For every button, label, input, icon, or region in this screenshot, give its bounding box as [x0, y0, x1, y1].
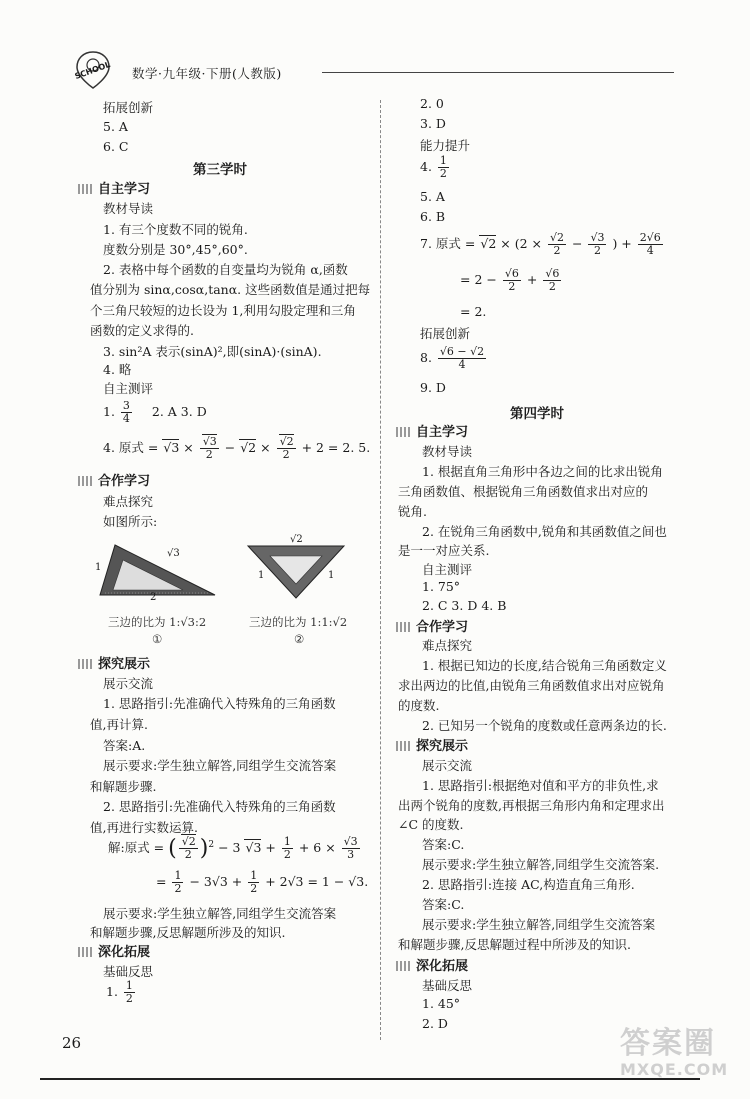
text-line: 值分别为 sinα,cosα,tanα. 这些函数值是通过把每 [90, 282, 371, 297]
section-label: 探究展示 [98, 657, 151, 672]
text-line: 1. 根据直角三角形中各边之间的比求出锐角 [422, 464, 663, 479]
figure-number: ① [152, 632, 163, 646]
answer-line: 4. $\frac{1}{2}$ [420, 154, 447, 180]
text-line: 和解题步骤,反思解题过程中所涉及的知识. [398, 937, 631, 952]
text-line: 2. 表格中每个函数的自变量均为锐角 α,函数 [103, 262, 348, 277]
answer-line: 1. 45° [422, 996, 461, 1011]
fig2-label-top: √2 [290, 534, 303, 545]
text-line: 和解题步骤,反思解题所涉及的知识. [90, 925, 286, 940]
answer-line: 1. $\frac{3}{4}$ 2. A 3. D [103, 399, 207, 425]
section-icon [78, 476, 92, 486]
figure-number: ② [294, 632, 305, 646]
text-line: 2. 思路指引:先准确代入特殊角的三角函数 [103, 799, 336, 814]
column-divider [380, 100, 382, 1040]
section-header [396, 616, 468, 635]
text-line: 个三角尺较短的边长设为 1,利用勾股定理和三角 [90, 303, 356, 318]
fig1-label-bottom: 2 [150, 592, 157, 603]
text-line: 出两个锐角的度数,再根据三角形内角和定理求出 [398, 798, 665, 813]
fig2-label-right: 1 [328, 570, 335, 581]
lesson-title: 第三学时 [193, 162, 247, 178]
section-icon [396, 961, 410, 971]
text-line: 1. 根据已知边的长度,结合锐角三角函数定义 [422, 658, 667, 673]
math-line: 7. 原式 = √ 2 × (2 × $\frac{√2}{2}$ − $\frac{√3}{2}$ ) + $\frac{2√6}{4}$ [420, 232, 665, 257]
text-line: 答案:A. [103, 738, 146, 753]
text-line: 三角函数值、根据锐角三角函数值求出对应的 [398, 484, 649, 499]
section-icon [396, 427, 410, 437]
text-line: 展示要求:学生独立解答,同组学生交流答案 [103, 758, 337, 773]
fig2-label-left: 1 [258, 570, 265, 581]
section-icon [78, 947, 92, 957]
watermark-line2: MXQE.COM [620, 1060, 729, 1079]
section-header [396, 421, 468, 440]
text-line: 1. 思路指引:根据绝对值和平方的非负性,求 [422, 778, 659, 793]
section-icon [78, 184, 92, 194]
sub-heading: 教材导读 [422, 444, 473, 459]
page-number: 26 [62, 1034, 82, 1052]
section-header [396, 735, 468, 754]
sub-heading: 自主测评 [422, 562, 473, 577]
math-line: 4. 原式 = √ 3 × √ $\frac{3}{2}$ − √ 2 × √ $\frac{2}{2}$ + 2 = 2. 5. [103, 436, 370, 461]
section-icon [396, 622, 410, 632]
heading-extension: 拓展创新 [103, 100, 154, 115]
text-line: 4. 略 [103, 362, 132, 377]
header-rule [322, 72, 674, 73]
header-title: 数学·九年级·下册(人教版) [132, 66, 282, 81]
text-line: 函数的定义求得的. [90, 323, 194, 338]
section-header [78, 470, 150, 489]
text-line: 1. 思路指引:先准确代入特殊角的三角函数 [103, 696, 336, 711]
sub-heading: 拓展创新 [420, 326, 471, 341]
sub-heading: 能力提升 [420, 138, 471, 153]
answer-line: 6. C [103, 139, 129, 154]
section-header [78, 178, 150, 197]
sub-heading: 基础反思 [103, 964, 154, 979]
set-square-30-60-90-figure [95, 540, 220, 602]
sub-heading: 展示交流 [103, 676, 154, 691]
answer-line: 9. D [420, 380, 446, 395]
sub-heading: 教材导读 [103, 201, 154, 216]
section-icon [78, 659, 92, 669]
fraction: $\frac{3}{4}$ [122, 399, 130, 425]
math-line: = 2 − $\frac{√6}{2}$ + $\frac{√6}{2}$ [460, 267, 560, 293]
text-line: ∠C 的度数. [398, 817, 464, 832]
section-label: 深化拓展 [98, 945, 151, 960]
bottom-rule [40, 1078, 700, 1080]
text-line: 2. 思路指引:连接 AC,构造直角三角形. [422, 877, 635, 892]
figure-caption: 三边的比为 1:1:√2 [249, 615, 348, 629]
watermark-line1: 答案圈 [620, 1026, 716, 1061]
answer-line: 2. D [422, 1016, 448, 1031]
figure-caption: 三边的比为 1:√3:2 [108, 615, 207, 629]
math-line: 解:原式 = ( √ $\frac{2}{2}$ )$^2$ − 3 √ 3 + $\frac{1}{2}$ + 6 × $\frac{√3}{3}$ [108, 836, 362, 861]
text-line: 展示要求:学生独立解答,同组学生交流答案 [103, 906, 337, 921]
answer-line: 1. $\frac{1}{2}$ [106, 979, 133, 1005]
section-label: 自主学习 [98, 182, 151, 197]
text-line: 是一一对应关系. [398, 543, 490, 558]
text-line: 1. 有三个度数不同的锐角. [103, 222, 248, 237]
lesson-title: 第四学时 [510, 406, 564, 422]
answer-line: 5. A [420, 189, 445, 204]
answer-line: 6. B [420, 209, 446, 224]
text-line: 值,再进行实数运算. [90, 820, 198, 835]
set-square-45-45-90-figure [240, 534, 352, 602]
sub-heading: 展示交流 [422, 758, 473, 773]
text-line: 的度数. [398, 698, 440, 713]
section-label: 探究展示 [416, 739, 469, 754]
section-label: 合作学习 [416, 620, 469, 635]
answer-line: 5. A [103, 119, 128, 134]
text-line: 展示要求:学生独立解答,同组学生交流答案. [422, 857, 660, 872]
text-line: 3. sin²A 表示(sinA)²,即(sinA)·(sinA). [103, 344, 322, 359]
answer-line: 2. 0 [420, 96, 444, 111]
section-label: 深化拓展 [416, 959, 469, 974]
math-line: = 2. [460, 304, 487, 319]
text-line: 值,再计算. [90, 717, 148, 732]
answer-line: 1. 75° [422, 579, 461, 594]
section-header [396, 955, 468, 974]
text-line: 求出两边的比值,由锐角三角函数值求出对应锐角 [398, 678, 665, 693]
section-icon [396, 741, 410, 751]
sub-heading: 基础反思 [422, 978, 473, 993]
sub-heading: 自主测评 [103, 381, 154, 396]
sub-heading: 难点探究 [422, 638, 473, 653]
text-line: 2. 在锐角三角函数中,锐角和其函数值之间也 [422, 524, 667, 539]
text-line: 和解题步骤. [90, 779, 157, 794]
math-line: = $\frac{1}{2}$ − 3√3 + $\frac{1}{2}$ + 2√3 = 1 − √3. [156, 869, 369, 895]
section-header [78, 653, 150, 672]
sub-heading: 难点探究 [103, 494, 154, 509]
section-label: 合作学习 [98, 474, 151, 489]
fig1-label-top: √3 [167, 548, 180, 559]
school-logo [70, 46, 116, 92]
answer-line: 3. D [420, 116, 446, 131]
answer-line: 2. C 3. D 4. B [422, 598, 507, 613]
text-line: 2. 已知另一个锐角的度数或任意两条边的长. [422, 718, 667, 733]
text-line: 答案:C. [422, 837, 465, 852]
section-label: 自主学习 [416, 425, 469, 440]
section-header [78, 941, 150, 960]
watermark [620, 1018, 728, 1079]
text-line: 锐角. [398, 504, 427, 519]
fig1-label-left: 1 [95, 562, 102, 573]
answer-line: 8. $\frac{√6 - √2}{4}$ [420, 345, 485, 371]
logo-text: SCHOOL [73, 59, 112, 82]
text-line: 如图所示: [103, 514, 158, 529]
text-line: 展示要求:学生独立解答,同组学生交流答案 [422, 917, 656, 932]
text-line: 度数分别是 30°,45°,60°. [103, 242, 248, 257]
text-line: 答案:C. [422, 897, 465, 912]
